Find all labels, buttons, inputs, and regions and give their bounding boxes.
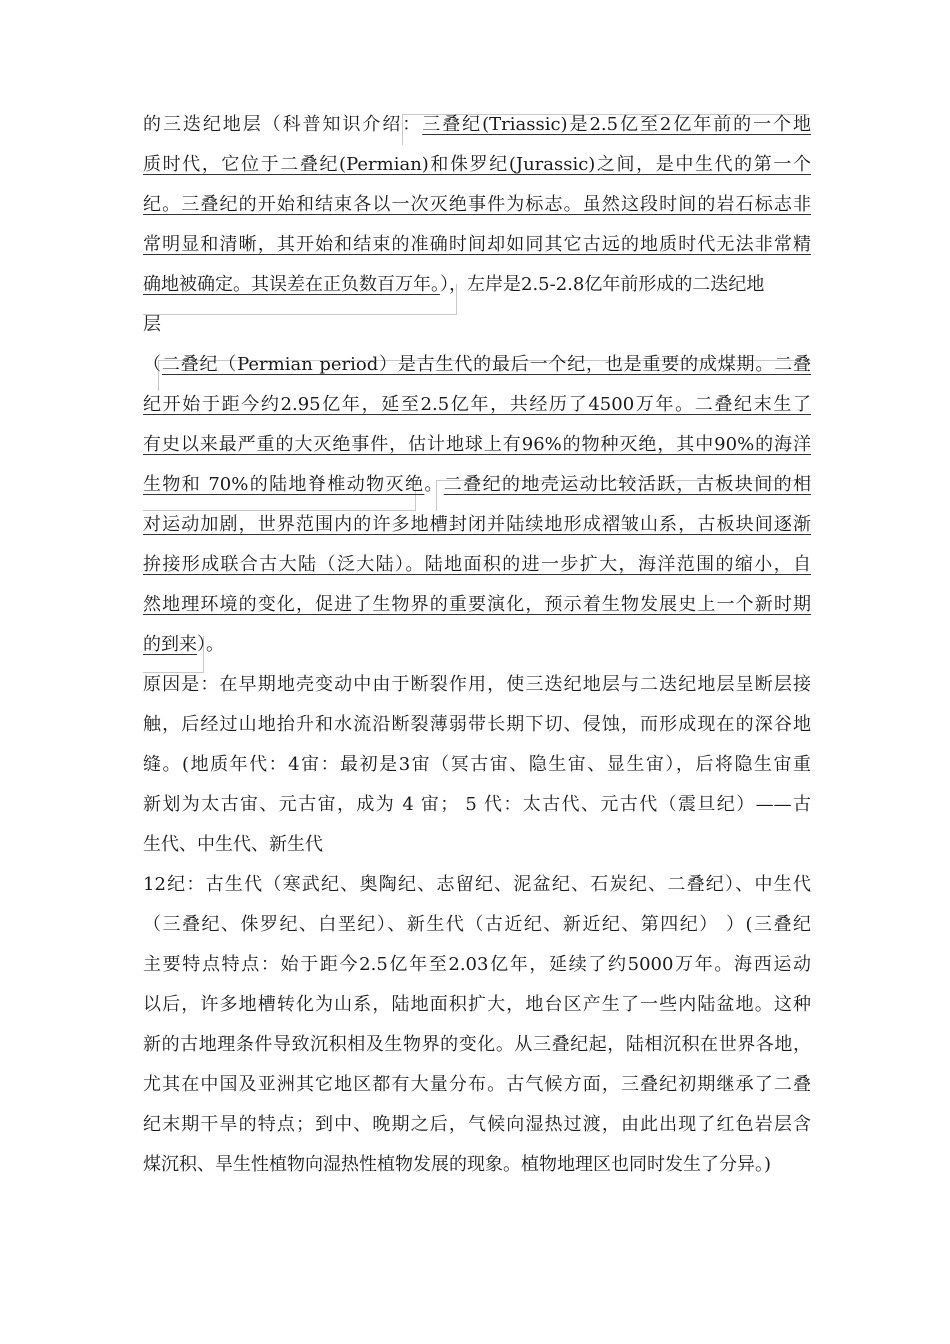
body-text: 触，后经过山地抬升和水流沿断裂薄弱带长期下切、侵蚀，而形成现在的深谷地 [143, 714, 811, 735]
body-text: 新的古地理条件导致沉积相及生物界的变化。从三叠纪起，陆相沉积在世界各地， [143, 1034, 811, 1055]
quoted-text: 的到来 [143, 634, 197, 655]
quoted-text: 确地被确定。其误差在正负数百万年。 [143, 274, 440, 295]
body-text: 煤沉积、旱生性植物向湿热性植物发展的现象。植物地理区也同时发生了分异。) [143, 1154, 772, 1175]
quoted-text: 生物和 70%的陆地脊椎动物灭绝 [143, 474, 425, 495]
text-line [143, 992, 811, 1018]
text-line [143, 1112, 811, 1138]
text-line [143, 352, 811, 378]
body-text: 纪末期干旱的特点；到中、晚期之后，气候向湿热过渡，由此出现了红色岩层含 [143, 1114, 811, 1135]
body-text: 原因是：在早期地壳变动中由于断裂作用，使三迭纪地层与二迭纪地层呈断层接 [143, 674, 811, 695]
quoted-text: 然地理环境的变化，促进了生物界的重要演化，预示着生物发展史上一个新时期 [143, 594, 811, 615]
text-line [143, 312, 811, 338]
body-text: 以后，许多地槽转化为山系，陆地面积扩大，地台区产生了一些内陆盆地。这种 [143, 994, 811, 1015]
text-line [143, 872, 811, 898]
text-line [143, 192, 811, 218]
text-line [143, 592, 811, 618]
quoted-text: 有史以来最严重的大灭绝事件，估计地球上有96%的物种灭绝，其中90%的海洋 [143, 434, 811, 455]
text-line [143, 912, 811, 938]
text-line [143, 1152, 811, 1178]
text-line [143, 1072, 811, 1098]
text-line [143, 432, 811, 458]
body-text: 生代、中生代、新生代 [143, 834, 323, 855]
quoted-text: 二叠纪（Permian period）是古生代的最后一个纪，也是重要的成煤期。二叠 [161, 354, 811, 375]
body-text: 缝。(地质年代：4宙：最初是3宙（冥古宙、隐生宙、显生宙），后将隐生宙重 [143, 754, 811, 775]
text-line [143, 552, 811, 578]
text-line [143, 832, 811, 858]
text-line [143, 752, 811, 778]
body-text: 尤其在中国及亚洲其它地区都有大量分布。古气候方面，三叠纪初期继承了二叠 [143, 1074, 811, 1095]
text-line [143, 792, 811, 818]
text-line [143, 512, 811, 538]
text-line [143, 232, 811, 258]
quoted-text: 对运动加剧，世界范围内的许多地槽封闭并陆续地形成褶皱山系，古板块间逐渐 [143, 514, 811, 535]
quoted-text: 质时代，它位于二叠纪(Permian)和侏罗纪(Jurassic)之间，是中生代的第一个 [143, 154, 811, 175]
quoted-text: 纪。三叠纪的开始和结束各以一次灭绝事件为标志。虽然这段时间的岩石标志非 [143, 194, 811, 215]
quoted-text: 三叠纪(Triassic)是2.5亿至2亿年前的一个地 [422, 114, 811, 135]
body-text: 的三迭纪地层（科普知识介绍： [143, 114, 423, 135]
text-line [143, 672, 811, 698]
quoted-text: 二叠纪的地壳运动比较活跃，古板块间的相 [443, 474, 811, 495]
body-text: （三叠纪、侏罗纪、白垩纪）、新生代（古近纪、新近纪、第四纪） ）(三叠纪 [143, 914, 811, 935]
text-line [143, 152, 811, 178]
body-text: 层 [143, 314, 161, 335]
quoted-text: 常明显和清晰，其开始和结束的准确时间却如同其它古远的地质时代无法非常精 [143, 234, 811, 255]
text-line [143, 952, 811, 978]
text-line [143, 712, 811, 738]
body-text: ）。 [197, 634, 224, 655]
text-line [143, 472, 811, 498]
body-text: ），左岸是2.5-2.8亿年前形成的二迭纪地 [440, 274, 765, 295]
body-text: 12纪：古生代（寒武纪、奥陶纪、志留纪、泥盆纪、石炭纪、二叠纪）、中生代 [143, 874, 811, 895]
text-line [143, 1032, 811, 1058]
text-line [143, 272, 811, 298]
text-line [143, 112, 811, 138]
quoted-text: 纪开始于距今约2.95亿年，延至2.5亿年，共经历了4500万年。二叠纪末生了 [143, 394, 811, 415]
quoted-text: 拚接形成联合古大陆（泛大陆）。陆地面积的进一步扩大，海洋范围的缩小，自 [143, 554, 811, 575]
body-text: （ [143, 354, 162, 375]
text-line [143, 632, 811, 658]
text-line [143, 392, 811, 418]
body-text: 主要特点特点：始于距今2.5亿年至2.03亿年，延续了约5000万年。海西运动 [143, 954, 811, 975]
body-text: 。 [424, 474, 444, 495]
body-text: 新划为太古宙、元古宙，成为 4 宙； 5 代：太古代、元古代（震旦纪）——古 [143, 794, 811, 815]
